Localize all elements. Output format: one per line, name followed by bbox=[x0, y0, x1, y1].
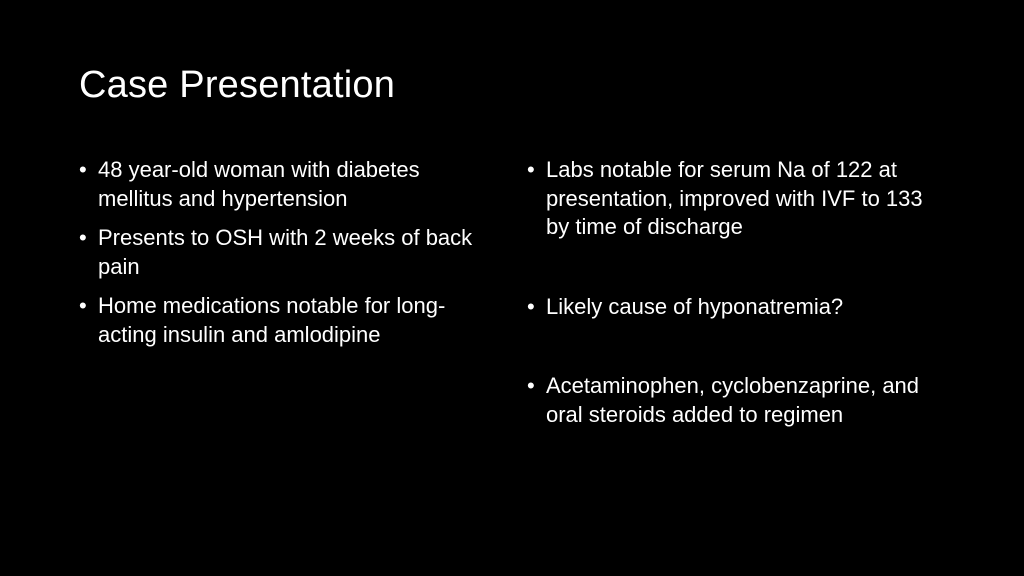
bullet-text: Home medications notable for long-acting insulin and amlodipine bbox=[98, 293, 446, 347]
bullet-item bbox=[527, 156, 927, 242]
bullet-icon: • bbox=[527, 373, 535, 398]
slide-title: Case Presentation bbox=[79, 64, 396, 106]
bullet-item bbox=[79, 224, 499, 281]
left-bullet-list bbox=[79, 156, 499, 349]
bullet-item bbox=[79, 156, 499, 213]
bullet-text: 48 year-old woman with diabetes mellitus and hypertension bbox=[98, 157, 420, 211]
bullet-icon: • bbox=[79, 157, 87, 182]
bullet-item bbox=[527, 293, 927, 322]
bullet-icon: • bbox=[79, 293, 87, 318]
bullet-item bbox=[79, 292, 499, 349]
bullet-text: Acetaminophen, cyclobenzaprine, and oral steroids added to regimen bbox=[546, 373, 920, 427]
bullet-item bbox=[527, 372, 927, 429]
bullet-icon: • bbox=[527, 293, 535, 319]
bullet-text: Presents to OSH with 2 weeks of back pain bbox=[98, 225, 473, 279]
bullet-icon: • bbox=[527, 157, 535, 182]
bullet-text: Likely cause of hyponatremia? bbox=[546, 293, 844, 319]
bullet-text: Labs notable for serum Na of 122 at presentation, improved with IVF to 133 by time of discharge bbox=[546, 157, 923, 239]
right-bullet-list bbox=[527, 156, 927, 429]
bullet-icon: • bbox=[79, 225, 87, 250]
